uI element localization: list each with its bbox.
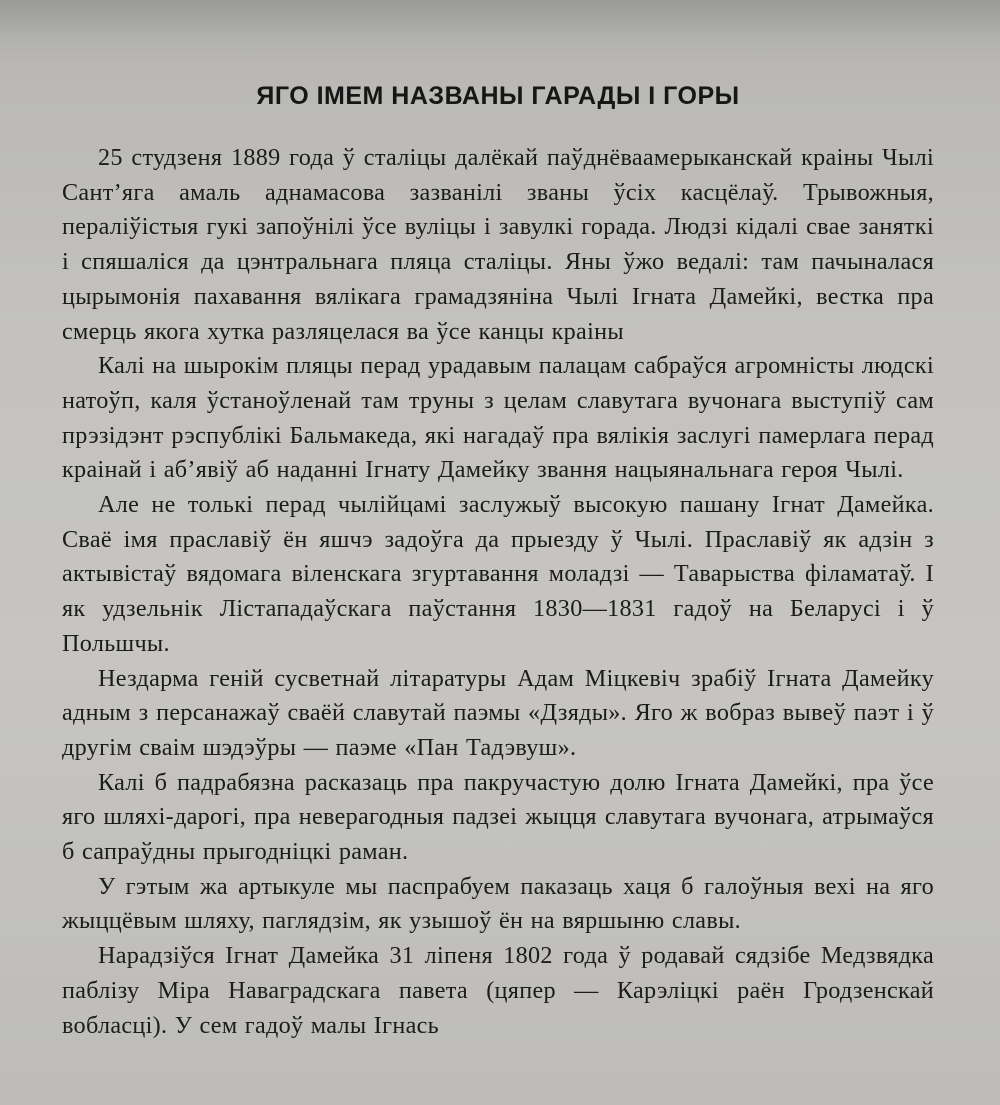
- paragraph-5: Калі б падрабязна расказаць пра пакручастую долю Ігната Дамейкі, пра ўсе яго шляхі-дарогі, пра неверагодныя падзеі жыцця славутага вучонага, атрымаўся б сапраўдны прыгодніцкі раман.: [62, 768, 934, 866]
- book-page: [62, 68, 934, 1043]
- paragraph-3: Але не толькі перад чылійцамі заслужыў высокую пашану Ігнат Дамейка. Сваё імя праславіў ён яшчэ задоўга да прыезду ў Чылі. Праславіў як адзін з актывістаў вядомага віленскага згуртавання моладзі — Таварыства філаматаў. І як удзельнік Лістападаўскага паўстання 1830—1831 гадоў на Беларусі і ў Польшчы.: [62, 491, 934, 657]
- paragraph-2: Калі на шырокім пляцы перад урадавым палацам сабраўся агромністы людскі натоўп, каля ўстаноўленай там труны з целам славутага вучонага выступіў сам прэзідэнт рэспублікі Бальмакеда, які нагадаў пра вялікія заслугі памерлага перад краінай і аб’явіў аб наданні Ігнату Дамейку звання нацыянальнага героя Чылі.: [62, 352, 934, 484]
- paragraph-7: Нарадзіўся Ігнат Дамейка 31 ліпеня 1802 года ў родавай сядзібе Медзвядка паблізу Міра Наваградскага павета (цяпер — Карэліцкі раён Гродзенскай вобласці). У сем гадоў малы Ігнась: [62, 942, 934, 1039]
- page-bleed-through: [0, 0, 1000, 40]
- article-heading: ЯГО ІМЕМ НАЗВАНЫ ГАРАДЫ І ГОРЫ: [256, 82, 740, 110]
- paragraph-6: У гэтым жа артыкуле мы паспрабуем паказаць хаця б галоўныя вехі на яго жыццёвым шляху, паглядзім, як узышоў ён на вяршыню славы.: [62, 872, 934, 935]
- paragraph-1: 25 студзеня 1889 года ў сталіцы далёкай паўднёваамерыканскай краіны Чылі Сант’яга амаль аднамасова зазванілі званы ўсіх касцёлаў. Трывожныя, пераліўістыя гукі запоўнілі ўсе вуліцы і завулкі горада. Людзі кідалі свае заняткі і спяшаліся да цэнтральнага пляца сталіцы. Яны ўжо ведалі: там пачыналася цырымонія пахавання вялікага грамадзяніна Чылі Ігната Дамейкі, вестка пра смерць якога хутка разляцелася ва ўсе канцы краіны: [62, 144, 934, 345]
- paragraph-4: Нездарма геній сусветнай літаратуры Адам Міцкевіч зрабіў Ігната Дамейку адным з персанажаў сваёй славутай паэмы «Дзяды». Яго ж вобраз вывеў паэт і ў другім сваім шэдэўры — паэме «Пан Тадэвуш».: [62, 664, 934, 761]
